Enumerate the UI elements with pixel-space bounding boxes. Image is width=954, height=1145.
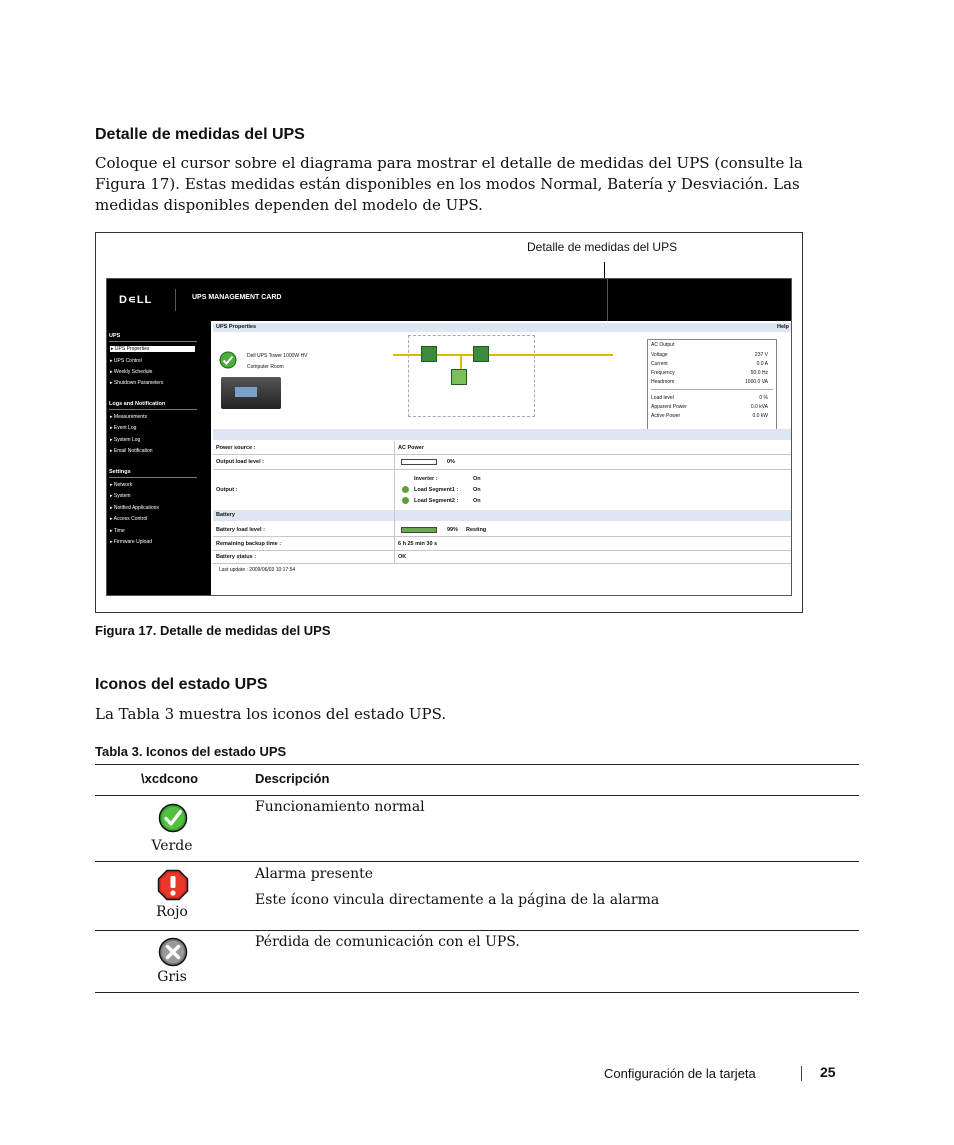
popup-label-headroom: Headroom — [651, 379, 675, 385]
nav-item-label: Time — [113, 528, 125, 534]
description-row1: Funcionamiento normal — [255, 799, 425, 815]
popup-value-voltage: 237 V — [754, 352, 768, 358]
diagram-wire-vertical — [460, 355, 462, 369]
screen-main — [211, 321, 792, 596]
segment1-status-icon — [402, 486, 409, 493]
battery-section-title: Battery — [216, 512, 235, 518]
row-line — [213, 550, 791, 551]
red-alarm-icon — [157, 869, 189, 901]
table-caption: Tabla 3. Iconos del estado UPS — [95, 744, 287, 759]
nav-item-label: Email Notification — [113, 448, 153, 454]
column-separator — [394, 441, 395, 563]
dell-logo: D∊LL — [119, 294, 153, 306]
nav-item-label: Network — [113, 482, 133, 488]
nav-item-weekly-schedule[interactable]: ▸ Weekly Schedule — [110, 369, 153, 375]
nav-rule — [109, 477, 197, 478]
nav-section-ups: UPS — [109, 333, 121, 339]
header-divider — [175, 289, 176, 311]
table-rule-header — [95, 795, 859, 796]
section-title-measurements: Detalle de medidas del UPS — [95, 126, 305, 143]
icon-label-verde: Verde — [151, 838, 193, 854]
inverter-icon[interactable] — [473, 346, 489, 362]
table-header-icon: \xcdcono — [141, 771, 199, 786]
nav-item-label: Firmware Upload — [113, 539, 152, 545]
icon-label-rojo: Rojo — [156, 904, 188, 920]
battery-status-value: OK — [398, 554, 407, 560]
popup-value-current: 0.0 A — [756, 361, 768, 367]
nav-item-ups-properties[interactable]: ▸ UPS Properties — [110, 346, 195, 352]
nav-item-label: Event Log — [113, 425, 137, 431]
screen-header — [107, 279, 792, 321]
popup-label-frequency: Frequency — [651, 370, 675, 376]
nav-item-ups-control[interactable]: ▸ UPS Control — [110, 358, 142, 364]
description-row2: Alarma presente — [255, 866, 374, 882]
device-location: Computer Room — [247, 364, 284, 370]
gray-x-icon — [158, 937, 188, 967]
nav-item-label: Measurements — [113, 414, 147, 420]
nav-section-settings: Settings — [109, 469, 131, 475]
nav-item-email-notification[interactable]: ▸ Email Notification — [110, 448, 153, 454]
table-rule-top — [95, 764, 859, 765]
inverter-label: Inverter : — [414, 476, 438, 482]
icon-label-gris: Gris — [157, 969, 187, 985]
last-update: Last update : 2009/06/03 10:17:54 — [219, 567, 296, 573]
output-load-label: Output load level : — [216, 459, 264, 465]
output-load-value: 0% — [447, 459, 455, 465]
measurement-popup — [647, 339, 777, 431]
page-number: 25 — [820, 1064, 836, 1080]
nav-item-notified-applications[interactable]: ▸ Notified Applications — [110, 505, 159, 511]
row-line — [213, 536, 791, 537]
nav-item-access-control[interactable]: ▸ Access Control — [110, 516, 148, 522]
table-header-description: Descripción — [255, 771, 330, 786]
table-rule-row — [95, 861, 859, 862]
nav-item-measurements[interactable]: ▸ Measurements — [110, 414, 147, 420]
nav-rule — [109, 409, 197, 410]
popup-value-apparent-power: 0.0 kVA — [750, 404, 768, 410]
popup-label-apparent-power: Apparent Power — [651, 404, 687, 410]
nav-item-label: UPS Control — [113, 358, 142, 364]
table-rule-bottom — [95, 992, 859, 993]
ups-management-screenshot — [106, 278, 792, 596]
popup-value-frequency: 50.0 Hz — [750, 370, 768, 376]
row-line — [213, 454, 791, 455]
header-title: UPS MANAGEMENT CARD — [192, 294, 282, 301]
popup-title: AC Output — [651, 342, 675, 348]
battery-bar — [213, 510, 791, 521]
device-name: Dell UPS Tower 1000W HV — [247, 353, 308, 359]
description-row3: Pérdida de comunicación con el UPS. — [255, 934, 520, 950]
output-load-gauge — [401, 459, 437, 465]
battery-load-fill — [402, 528, 436, 532]
nav-item-label: Notified Applications — [113, 505, 159, 511]
screen-sidebar — [107, 321, 211, 596]
header-divider-right — [607, 279, 608, 321]
nav-item-time[interactable]: ▸ Time — [110, 528, 125, 534]
segment2-status-icon — [402, 497, 409, 504]
battery-state: Resting — [466, 527, 487, 533]
nav-item-firmware-upload[interactable]: ▸ Firmware Upload — [110, 539, 152, 545]
nav-item-system[interactable]: ▸ System — [110, 493, 131, 499]
popup-label-voltage: Voltage — [651, 352, 668, 358]
backup-time-label: Remaining backup time : — [216, 541, 282, 547]
row-line — [213, 563, 791, 564]
battery-load-value: 99% — [447, 527, 459, 533]
help-link[interactable]: Help — [777, 324, 789, 330]
nav-item-label: System — [113, 493, 131, 499]
green-check-icon — [158, 803, 188, 833]
footer-section: Configuración de la tarjeta — [604, 1066, 756, 1081]
segment1-label: Load Segment1 : — [414, 487, 459, 493]
description-row2-extra: Este ícono vincula directamente a la página de la alarma — [255, 892, 660, 908]
battery-load-gauge — [401, 527, 437, 533]
popup-label-load-level: Load level — [651, 395, 674, 401]
nav-item-network[interactable]: ▸ Network — [110, 482, 133, 488]
segment2-value: On — [473, 498, 481, 504]
nav-item-label: UPS Properties — [114, 346, 150, 352]
nav-item-label: System Log — [113, 437, 141, 443]
segment1-value: On — [473, 487, 481, 493]
battery-load-label: Battery load level : — [216, 527, 265, 533]
power-source-value: AC Power — [398, 445, 424, 451]
segment2-label: Load Segment2 : — [414, 498, 459, 504]
nav-section-logs: Logs and Notification — [109, 401, 166, 407]
nav-rule — [109, 341, 197, 342]
table-rule-row — [95, 930, 859, 931]
popup-value-active-power: 0.0 kW — [752, 413, 768, 419]
footer-separator — [801, 1066, 802, 1081]
nav-item-label: Shutdown Parameters — [113, 380, 164, 386]
nav-item-shutdown-parameters[interactable]: ▸ Shutdown Parameters — [110, 380, 164, 386]
ups-ok-icon — [219, 351, 237, 369]
section-paragraph-icons: La Tabla 3 muestra los iconos del estado UPS. — [95, 705, 447, 723]
popup-value-headroom: 1000.0 VA — [745, 379, 768, 385]
figure-caption: Figura 17. Detalle de medidas del UPS — [95, 623, 331, 638]
nav-item-label: Access Control — [113, 516, 148, 522]
battery-icon[interactable] — [451, 369, 467, 385]
rectifier-icon[interactable] — [421, 346, 437, 362]
inverter-value: On — [473, 476, 481, 482]
battery-status-label: Battery status : — [216, 554, 257, 560]
section-title-icons: Iconos del estado UPS — [95, 676, 268, 693]
status-bar — [213, 429, 791, 440]
output-label: Output : — [216, 487, 238, 493]
nav-item-event-log[interactable]: ▸ Event Log — [110, 425, 137, 431]
nav-item-label: Weekly Schedule — [113, 369, 153, 375]
ups-device-display — [235, 387, 257, 397]
panel-title: UPS Properties — [216, 324, 257, 330]
popup-label-active-power: Active Power — [651, 413, 681, 419]
nav-item-system-log[interactable]: ▸ System Log — [110, 437, 141, 443]
section-paragraph-measurements: Coloque el cursor sobre el diagrama para mostrar el detalle de medidas del UPS (consulte la Figura 17). Estas medidas están disponibles en los modos Normal, Batería y Desviación. Las medidas disponibles dependen del modelo de UPS. — [95, 154, 803, 214]
popup-value-load-level: 0 % — [759, 395, 768, 401]
figure-callout: Detalle de medidas del UPS — [527, 240, 678, 254]
row-line — [213, 469, 791, 470]
power-source-label: Power source : — [216, 445, 256, 451]
ups-device-image — [221, 377, 281, 409]
popup-label-current: Current — [651, 361, 668, 367]
backup-time-value: 6 h 25 min 30 s — [398, 541, 438, 547]
popup-divider — [651, 389, 773, 390]
panel-title-bar — [213, 323, 791, 332]
